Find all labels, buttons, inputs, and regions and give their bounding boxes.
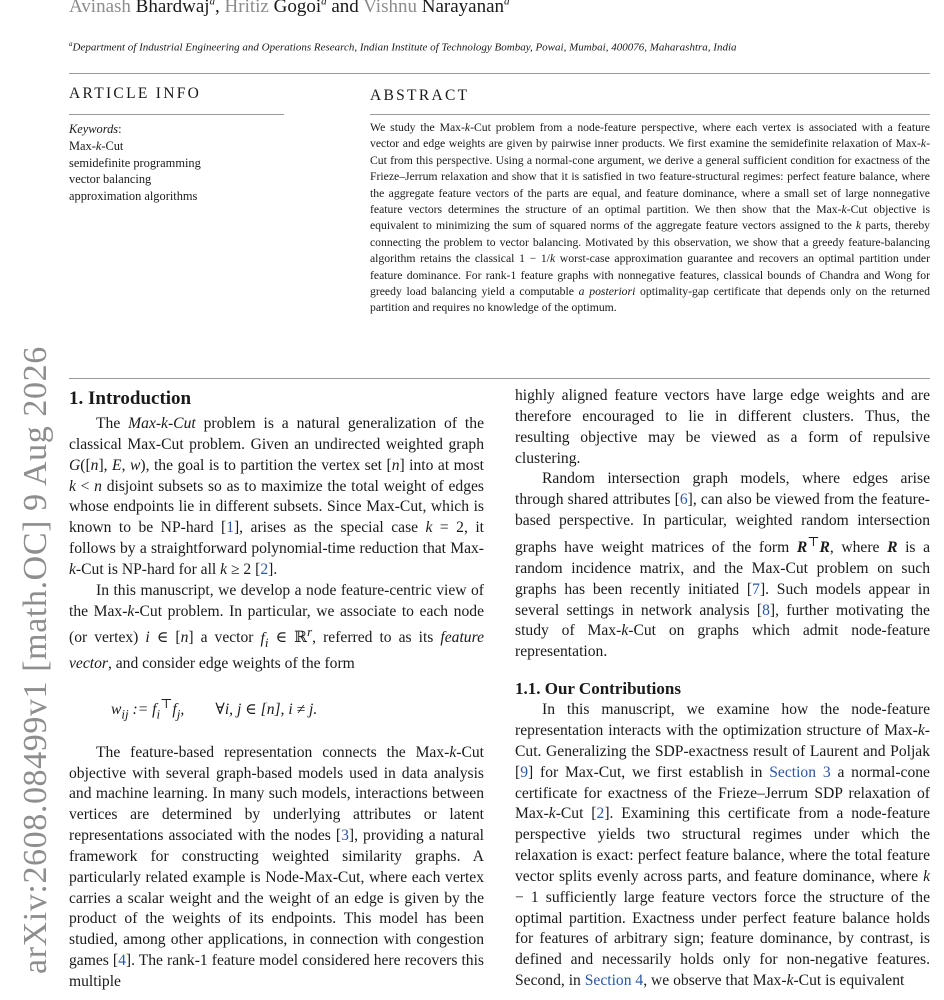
header-divider: [69, 73, 930, 74]
keywords-block: Keywords: Max-k-Cut semidefinite programming vector balancing approximation algorithms: [69, 122, 201, 204]
equation-edge-weight: $w_{ij}$ := $f_i^⊤f_j$, ∀i, j ∈ [n], i ≠ j.: [111, 696, 318, 722]
citation-link[interactable]: 2: [596, 805, 605, 823]
abstract-text: We study the Max-k-Cut problem from a node-feature perspective, where each vertex is associated with a feature vector and edge weights are given by pairwise inner products. We first examine the semidefinite relaxation of Max-k-Cut from this perspective. Using a normal-cone argument, we derive a general sufficient condition for exactness of the Frieze–Jerrum relaxation and show that it is satisfied in two feature-structural regimes: perfect feature balance, where the aggregate feature vectors of the parts are equal, and feature dominance, where a small set of large nonnegative feature vectors determines the structure of an optimal partition. We then show that the Max-k-Cut objective is equivalent to minimizing the sum of squared norms of the aggregate feature vectors assigned to the k parts, thereby connecting the problem to vector balancing. Motivated by this observation, we show that a greedy feature-balancing algorithm retains the classical 1 − 1/k worst-case approximation guarantee and recovers an optimal partition under feature dominance. For rank-1 feature graphs with nonnegative features, classical bounds of Chandra and Wong for greedy load balancing yield a computable a posteriori optimality-gap certificate that depends only on the returned partition and requires no knowledge of the optimum.: [370, 121, 931, 315]
section-link[interactable]: Section 4: [584, 972, 644, 990]
paragraph: In this manuscript, we examine how the node-feature representation interacts with the optimization structure of Max-k-Cut. Generalizing the SDP-exactness result of Laurent and Poljak [9] for Max-Cut, we first establish in Section 3 a normal-cone certificate for exactness of the Frieze–Jerrum SDP relaxation of Max-k-Cut [2]. Examining this certificate from a node-feature perspective yields two structural regimes under which the relaxation is exact: perfect feature balance, where the total feature vector splits evenly across parts, and feature dominance, where k − 1 sufficiently large feature vectors force the structure of the optimal partition. Exactness under perfect feature balance holds for features of arbitrary sign; feature dominance, by contrast, is defined and necessarily holds only for non-negative features. Second, in Section 4, we observe that Max-k-Cut is equivalent: [515, 701, 930, 990]
author: Avinash Bhardwaj$^a$,: [69, 0, 225, 18]
citation-link[interactable]: 1: [226, 519, 234, 537]
paragraph: The Max-k-Cut problem is a natural generalization of the classical Max-Cut problem. Given an undirected weighted graph G([n], E, w), the goal is to partition the vertex set [n] into at most k < n disjoint subsets so as to maximize the total weight of edges whose endpoints lie in different subsets. Since Max-Cut, which is known to be NP-hard [1], arises as the special case k = 2, it follows by a straightforward polynomial-time reduction that Max-k-Cut is NP-hard for all k ≥ 2 [2].: [69, 415, 484, 578]
subsection-heading-contributions: 1.1. Our Contributions: [515, 679, 681, 699]
citation-link[interactable]: 7: [752, 580, 760, 598]
body-column-left: [69, 386, 484, 993]
citation-link[interactable]: 2: [260, 560, 269, 578]
paragraph: Random intersection graph models, where edges arise through shared attributes [6], can also be viewed from the feature-based perspective. In particular, weighted random intersection graphs have weight matrices of the form R⊤R, where R is a random incidence matrix, and the Max-Cut problem on such graphs has been recently initiated [7]. Such models appear in several settings in network analysis [8], further motivating the study of Max-k-Cut on graphs which admit node-feature representation.: [515, 470, 931, 661]
keyword: approximation algorithms: [69, 189, 198, 204]
keywords-label: Keywords: [69, 122, 119, 136]
keyword: semidefinite programming: [69, 155, 201, 170]
keyword: Max-k-Cut: [69, 138, 124, 153]
abstract-heading: ABSTRACT: [370, 87, 470, 104]
citation-link[interactable]: 4: [118, 952, 126, 970]
paragraph: The feature-based representation connects the Max-k-Cut objective with several graph-based models used in data analysis and machine learning. In many such models, interactions between vertices are determined by underlying attributes or latent representations associated with the nodes [3], providing a natural framework for constructing weighted similarity graphs. A particularly related example is Node-Max-Cut, where each vertex carries a scalar weight and the weight of an edge is given by the product of the weights of its endpoints. This model has been studied, among other applications, in connection with congestion games [4]. The rank-1 feature model considered here recovers this multiple: [69, 743, 484, 990]
citation-link[interactable]: 3: [341, 827, 349, 845]
author-list: [69, 0, 510, 18]
abstract-divider: [370, 114, 930, 115]
article-info-divider: [69, 114, 284, 115]
article-info-heading: ARTICLE INFO: [69, 85, 202, 102]
body-column-right: [515, 386, 930, 992]
arxiv-watermark: arXiv:2608.08499v1 [math.OC] 9 Aug 2026: [17, 346, 54, 974]
paragraph: In this manuscript, we develop a node feature-centric view of the Max-k-Cut problem. In particular, we associate to each node (or vertex) i ∈ [n] a vector $f_i$ ∈ ℝ$^r$, referred to as its feature vector, and consider edge weights of the form: [69, 581, 484, 672]
affiliation: $^a$Department of Industrial Engineering and Operations Research, Indian Institute of Technology Bombay, Powai, Mumbai, 400076, Maharashtra, India: [69, 40, 737, 54]
author: Vishnu Narayanan$^a$: [363, 0, 510, 18]
section-link[interactable]: Section 3: [769, 763, 831, 781]
citation-link[interactable]: 8: [762, 601, 770, 619]
abstract-bottom-divider: [69, 378, 930, 379]
section-heading-introduction: 1. Introduction: [69, 388, 192, 409]
author: Hritiz Gogoi$^a$ and: [224, 0, 364, 18]
keyword: vector balancing: [69, 172, 152, 187]
citation-link[interactable]: 6: [679, 491, 688, 509]
citation-link[interactable]: 9: [520, 763, 528, 781]
paragraph: highly aligned feature vectors have large edge weights and are therefore encouraged to lie in different clusters. Thus, the resulting objective may be viewed as a form of repulsive clustering.: [515, 387, 930, 467]
